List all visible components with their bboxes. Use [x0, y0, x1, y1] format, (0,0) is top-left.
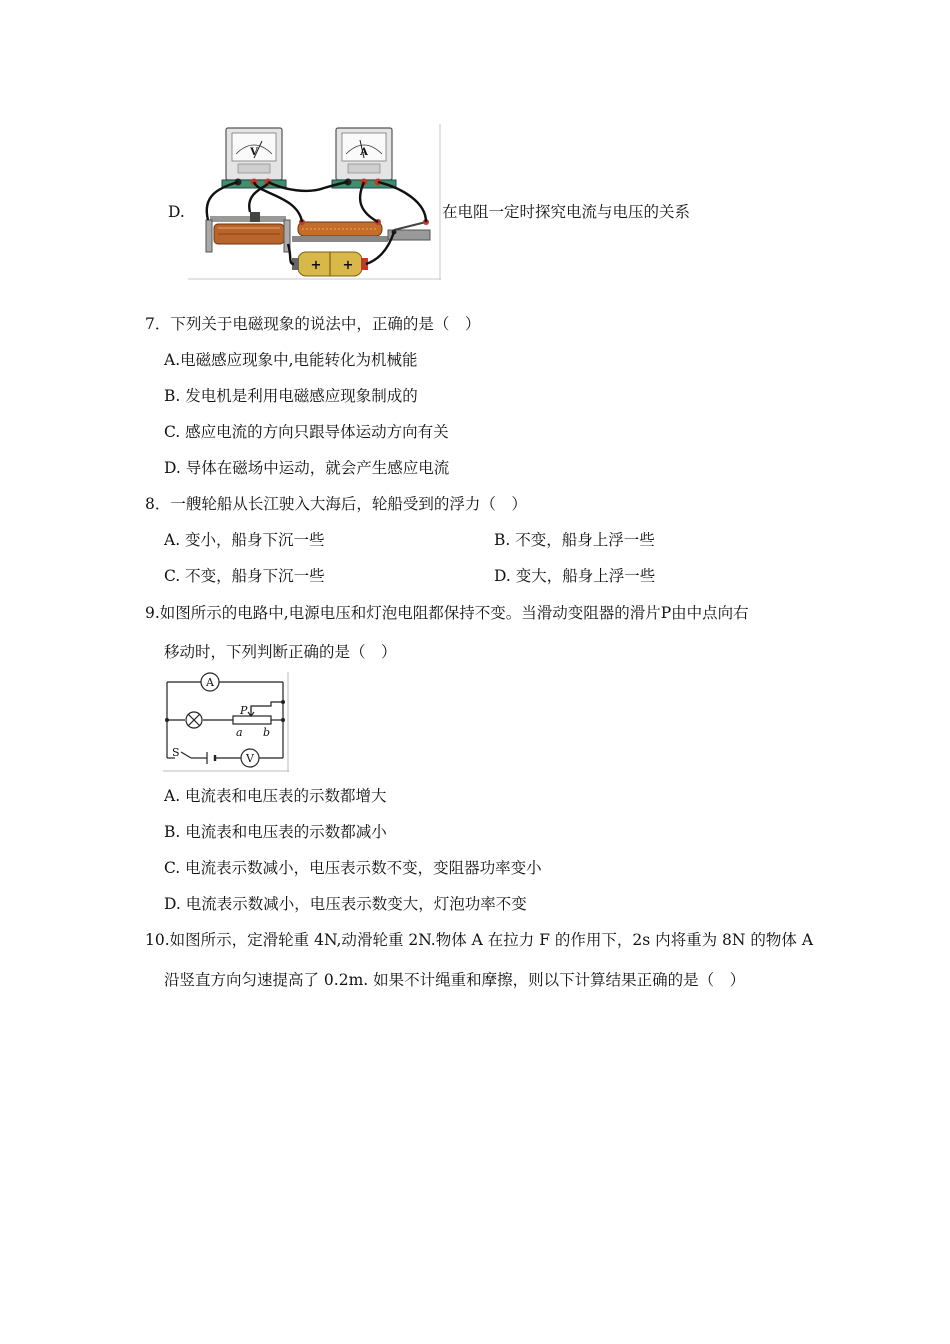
q8-option-b: B. 不变，船身上浮一些 [494, 531, 655, 549]
switch-s-label: S [172, 746, 180, 759]
voltmeter-icon [222, 128, 286, 188]
voltmeter-symbol-icon [241, 749, 259, 767]
q8-option-d: D. 变大，船身上浮一些 [494, 567, 656, 585]
battery-icon [292, 252, 368, 276]
q9-stem-line-2: 移动时，下列判断正确的是（ ） [164, 643, 397, 661]
q9-voltmeter-label: V [246, 752, 254, 765]
q6-circuit-photo [188, 124, 441, 280]
q6-option-d-text: 在电阻一定时探究电流与电压的关系 [442, 203, 691, 221]
q9-option-c: C. 电流表示数减小，电压表示数不变，变阻器功率变小 [164, 859, 542, 877]
q9-stem-line-1: 9.如图所示的电路中,电源电压和灯泡电阻都保持不变。当滑动变阻器的滑片P由中点向右 [145, 604, 749, 622]
ammeter-symbol-icon [201, 673, 219, 691]
q7-option-c: C. 感应电流的方向只跟导体运动方向有关 [164, 423, 449, 441]
q7-option-b: B. 发电机是利用电磁感应现象制成的 [164, 387, 418, 405]
battery-plus-2: + [342, 258, 354, 273]
q8-stem: 8．一艘轮船从长江驶入大海后，轮船受到的浮力（ ） [145, 495, 527, 513]
q6-option-d-label: D. [168, 203, 185, 221]
q8-option-a: A. 变小，船身下沉一些 [164, 531, 325, 549]
q7-option-a: A.电磁感应现象中,电能转化为机械能 [164, 351, 418, 369]
voltmeter-label: V [250, 147, 258, 158]
q9-option-b: B. 电流表和电压表的示数都减小 [164, 823, 387, 841]
rheostat-end-b-label: b [263, 726, 271, 739]
q9-circuit-diagram [163, 672, 289, 772]
q9-option-d: D. 电流表示数减小，电压表示数变大，灯泡功率不变 [164, 895, 527, 913]
resistor-icon [292, 219, 388, 242]
slider-p-label: P [240, 704, 248, 717]
battery-plus-1: + [310, 258, 322, 273]
ammeter-icon [332, 128, 396, 188]
rheostat-end-a-label: a [236, 726, 243, 739]
ammeter-label: A [360, 147, 368, 158]
q9-ammeter-label: A [206, 676, 214, 689]
q8-option-c: C. 不变，船身下沉一些 [164, 567, 325, 585]
q9-option-a: A. 电流表和电压表的示数都增大 [164, 787, 387, 805]
q7-stem: 7．下列关于电磁现象的说法中，正确的是（ ） [145, 315, 481, 333]
q10-stem-line-1: 10.如图所示，定滑轮重 4N,动滑轮重 2N.物体 A 在拉力 F 的作用下，2s 内将重为 8N 的物体 A [145, 931, 814, 949]
q10-stem-line-2: 沿竖直方向匀速提高了 0.2m. 如果不计绳重和摩擦，则以下计算结果正确的是（ ） [164, 971, 746, 989]
lamp-icon [186, 712, 202, 728]
q7-option-d: D. 导体在磁场中运动，就会产生感应电流 [164, 459, 450, 477]
